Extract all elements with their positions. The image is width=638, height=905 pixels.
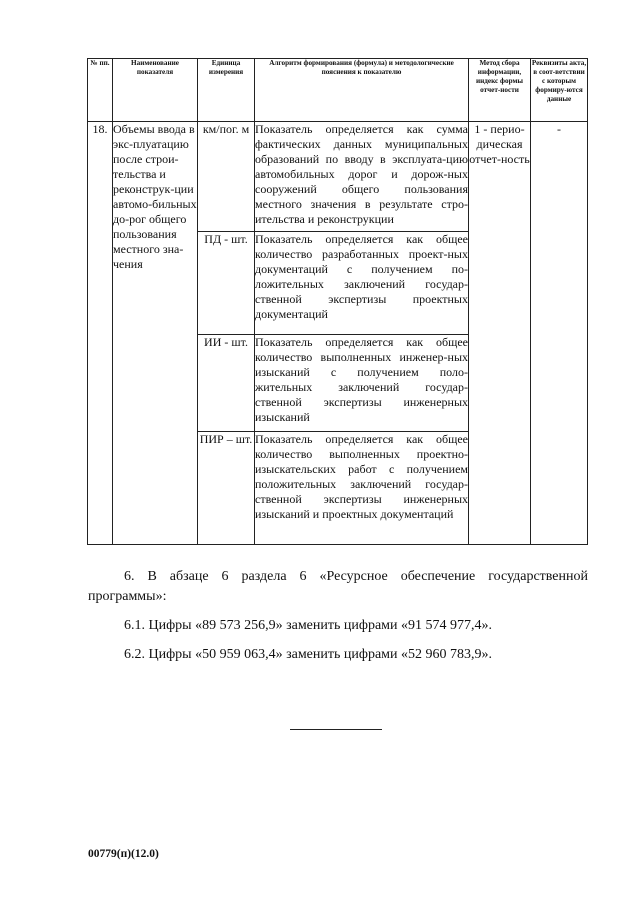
row-number: 18. xyxy=(88,122,113,545)
header-num: № пп. xyxy=(88,59,113,122)
indicator-name: Объемы ввода в экс-плуатацию после строи-тельства и реконструк-ции автомо-бильных до-рог общего пользования местного зна-чения xyxy=(113,122,198,545)
unit-km: км/пог. м xyxy=(198,122,255,232)
algorithm-text-km: Показатель определяется как сумма фактических данных муниципальных образований по вводу в эксплуата-цию автомобильных дорог и дорож-ных сооружений общего пользования местного значения в результате стро-ительства и реконструкции xyxy=(255,122,469,232)
unit-pd: ПД - шт. xyxy=(198,232,255,335)
header-algorithm: Алгоритм формирования (формула) и методологические пояснения к показателю xyxy=(255,59,469,122)
paragraph-6-1: 6.1. Цифры «89 573 256,9» заменить цифрами «91 574 977,4». xyxy=(124,618,493,633)
algorithm-text-pd: Показатель определяется как общее количество разработанных проект-ных документаций с получением по-ложительных заключений государ-ственной экспертизы проектных документаций xyxy=(255,232,469,335)
algorithm-text-pir: Показатель определяется как общее количество выполненных проектно-изыскательских работ с получением положительных заключений государ-ственной экспертизы инженерных изысканий и проектных документаций xyxy=(255,432,469,545)
indicator-table xyxy=(87,58,588,545)
unit-pir: ПИР – шт. xyxy=(198,432,255,545)
table-row xyxy=(88,122,588,232)
algorithm-text-ii: Показатель определяется как общее количество выполненных инженер-ных изысканий с получением поло-жительных заключений государ-ственной экспертизы инженерных изысканий xyxy=(255,335,469,432)
paragraph-6: 6. В абзаце 6 раздела 6 «Ресурсное обеспечение государственной программы»: xyxy=(88,569,588,604)
unit-ii: ИИ - шт. xyxy=(198,335,255,432)
act-requisites: - xyxy=(531,122,588,545)
document-code: 00779(п)(12.0) xyxy=(88,848,159,860)
collection-method: 1 - перио-дическая отчет-ность xyxy=(469,122,531,545)
paragraph-6-2: 6.2. Цифры «50 959 063,4» заменить цифрами «52 960 783,9». xyxy=(124,647,493,662)
header-method: Метод сбора информации, индекс формы отчет-ности xyxy=(469,59,531,122)
table-header-row xyxy=(88,59,588,122)
end-separator-line xyxy=(290,729,382,730)
header-requisites: Реквизиты акта, в соот-ветствии с которым формиру-ются данные xyxy=(531,59,588,122)
header-unit: Единица измерения xyxy=(198,59,255,122)
header-name: Наименование показателя xyxy=(113,59,198,122)
